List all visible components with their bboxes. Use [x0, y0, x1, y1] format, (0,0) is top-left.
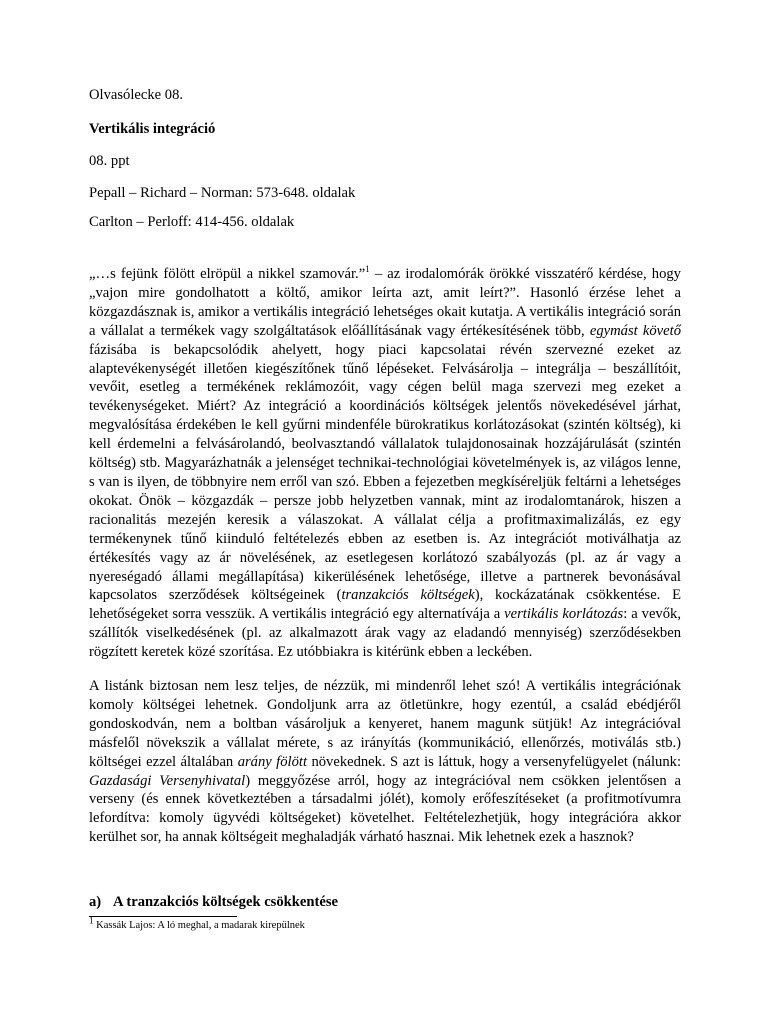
footnote-divider: [89, 916, 237, 917]
intro-text-3: ), kockázatának csökkentése. E lehetőségeket sorra vesszük. A vertikális integráció egy alternatívája a: [89, 587, 681, 623]
lesson-label: Olvasólecke 08.: [89, 87, 184, 103]
costs-paragraph: [89, 677, 681, 847]
costs-text-2: növekednek. S azt is láttuk, hogy a versenyfelügyelet (nálunk:: [307, 753, 681, 770]
intro-emphasis-1: egymást követő: [589, 322, 681, 339]
footnote-text: Kassák Lajos: A ló meghal, a madarak kirepülnek: [93, 920, 305, 931]
footnote-reference: 1: [365, 264, 370, 275]
page-title: Vertikális integráció: [89, 121, 216, 137]
costs-emphasis-2: Gazdasági Versenyhivatal: [89, 772, 246, 789]
intro-quote: „…s fejünk fölött elröpül a nikkel szamovár.”: [89, 266, 366, 282]
intro-paragraph: [89, 265, 681, 662]
reference-carlton: Carlton – Perloff: 414-456. oldalak: [89, 214, 295, 230]
section-heading: [89, 894, 338, 911]
intro-text-2: fázisába is bekapcsolódik ahelyett, hogy piaci kapcsolatai révén szervezné ezeket az alaptevékenységét illetően kiegészítőnek tűnő lépéseket. Felvásárolja – integrálja – beszállítóit, vevőit, esetleg a termékének reklámozóit, vagy cégen belül maga szervezi meg ezeket a tevékenységeket. Miért? Az integráció a koordinációs költségek jelentős növekedésével járhat, megvalósítása érdekében le kell gyűrni mindenféle bürokratikus korlátozásokat (szintén költség), ki kell érdemelni a felvásárolandó, beolvasztandó vállalatok tulajdonosainak hozzájárulását (szintén költség) stb. Magyarázhatnák a jelenséget technikai-technológiai követelmények is, az világos lenne, s van is ilyen, de többnyire nem erről van szó. Ebben a fejezetben megkíséreljük feltárni a lehetséges okokat. Önök – közgazdák – persze jobb helyzetben vannak, mint az irodalomtanárok, hiszen a racionalitás mezején keresik a válaszokat. A vállalat célja a profitmaximalizálás, ez egy termékenynek tűnő kiinduló feltételezés ebben az esetben is. Az integrációt motiválhatja az értékesítés vagy az ár növelésének, az esetlegesen korlátozó szabályozás (pl. az ár vagy a nyereségadó állami megállapítása) kikerülésének lehetősége, illetve a partnerek bevonásával kapcsolatos szerződések költségeinek (: [89, 341, 681, 604]
costs-text-3: ) meggyőzése arról, hogy az integrációval nem csökken jelentősen a verseny (és ennek következtében a társadalmi jólét), komoly erőfeszítéseket (a profitmotívumra lefordítva: komoly ügyvédi költségeket) követelhet. Feltételezhetjük, hogy integrációra akkor kerülhet sor, ha annak költségeit meghaladják várható hasznai. Mik lehetnek ezek a hasznok?: [89, 772, 681, 846]
intro-text-4: : a vevők, szállítók viselkedésének (pl. az alkalmazott árak vagy az eladandó mennyiség) szerződésekben rögzített keretek közé szorítása. Ez utóbbiakra is kitérünk ebben a leckében.: [89, 606, 681, 661]
ppt-reference: 08. ppt: [89, 153, 130, 169]
intro-emphasis-2: tranzakciós költségek: [341, 587, 475, 604]
costs-emphasis-1: arány fölött: [237, 753, 307, 770]
section-marker: a): [89, 894, 102, 910]
costs-text-1: A listánk biztosan nem lesz teljes, de nézzük, mi mindenről lehet szó! A vertikális integrációnak komoly költségei lehetnek. Gondoljunk arra az ötletünkre, hogy ezentúl, a család ebédjéről gondoskodván, nem a boltban vásároljuk a kenyeret, hanem magunk sütjük! Az integrációval másfelől növekszik a vállalat mérete, s az irányítás (kommunikáció, ellenőrzés, motiválás stb.) költségei ezzel általában: [89, 678, 681, 770]
reference-pepall: Pepall – Richard – Norman: 573-648. oldalak: [89, 185, 356, 201]
intro-text-1: – az irodalomórák örökké visszatérő kérdése, hogy „vajon mire gondolhatott a költő, amikor leírta azt, amit leírt?”. Hasonló érzése lehet a közgazdásznak is, amikor a vertikális integráció lehetséges okait kutatja. A vertikális integráció során a vállalat a termékek vagy szolgáltatások előállításának vagy értékesítésének több,: [89, 266, 681, 339]
footnote-mark: 1: [89, 915, 94, 926]
section-title: A tranzakciós költségek csökkentése: [113, 894, 338, 910]
intro-emphasis-3: vertikális korlátozás: [504, 606, 624, 623]
footnote: [89, 915, 305, 931]
